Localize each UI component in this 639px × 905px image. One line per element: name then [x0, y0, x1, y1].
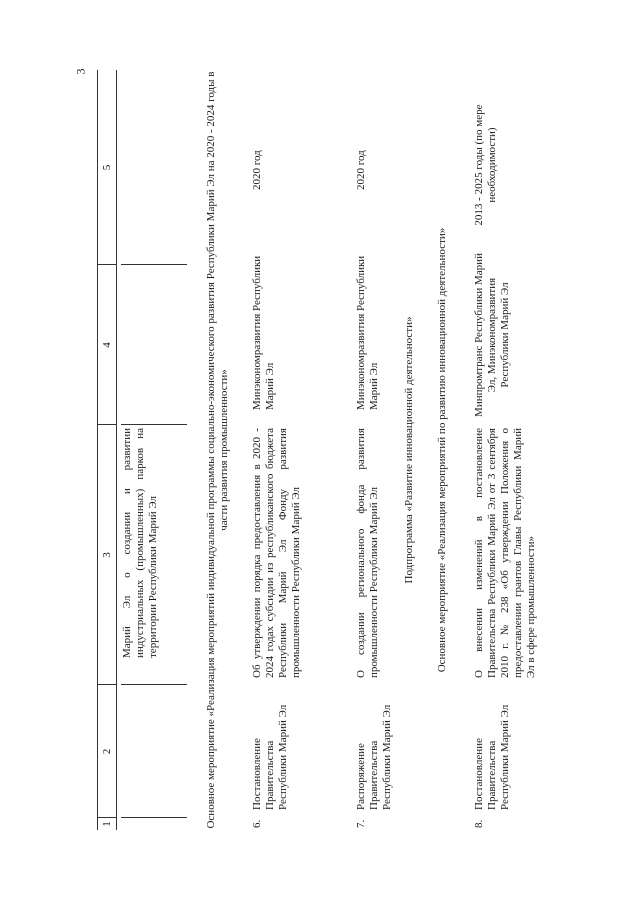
col-header-4: 4 — [101, 342, 113, 348]
subprogram-heading: Подпрограмма «Развитие инновационной деятельности» — [403, 316, 415, 584]
col-header-3: 3 — [101, 552, 113, 558]
section-heading-1: Основное мероприятие «Реализация мероприятий индивидуальной программы социально-экономического развития Республики Марий Эл на 2020 - 2024 годы в части развития промышленности» — [205, 71, 230, 829]
section-heading-2: Основное мероприятие «Реализация мероприятий по развитию инновационной деятельности» — [436, 227, 448, 673]
row-doc-type: Постановление Правительства Республики Марий Эл — [473, 704, 511, 810]
row-executor: Минэкономразвития Республики Марий Эл — [251, 255, 276, 410]
row-term: 2020 год — [251, 150, 263, 190]
col-header-1: 1 — [101, 821, 113, 827]
row-doc-type: Постановление Правительства Республики Марий Эл — [251, 704, 289, 810]
row-number: 6. — [251, 819, 263, 828]
row-title: О создании регионального фонда развития промышленности Республики Марий Эл — [355, 428, 380, 678]
col-header-2: 2 — [101, 748, 113, 755]
col-header-5: 5 — [101, 164, 113, 171]
column-header-row — [97, 70, 117, 830]
row-term: 2020 год — [355, 150, 367, 190]
rotated-table — [97, 70, 537, 830]
row-executor: Минэкономразвития Республики Марий Эл — [355, 255, 380, 410]
row-doc-type: Распоряжение Правительства Республики Марий Эл — [355, 704, 393, 810]
row-title: Об утверждении порядка предоставления в 2020 - 2024 годах субсидии из республиканского бюджета Республики Марий Эл Фонду развития промышленности Республики Марий Эл — [251, 428, 302, 678]
row-number: 7. — [355, 819, 367, 828]
row-term: 2013 - 2025 годы (по мере необходимости) — [473, 104, 498, 226]
continuation-text: Марий Эл о создании и развитии индустриальных (промышленных) парков на территории Республики Марий Эл — [121, 428, 159, 658]
continuation-row — [121, 70, 187, 830]
page-number: 3 — [73, 68, 88, 75]
row-title: О внесении изменений в постановление Правительства Республики Марий Эл от 3 сентября 2010 г. № 238 «Об утверждении Положения о предоставлении грантов Главы Республики Марий Эл в сфере промышленности» — [473, 428, 537, 678]
row-executor: Минпромтранс Республики Марий Эл, Минэкономразвития Республики Марий Эл — [473, 253, 511, 417]
row-number: 8. — [473, 819, 485, 828]
